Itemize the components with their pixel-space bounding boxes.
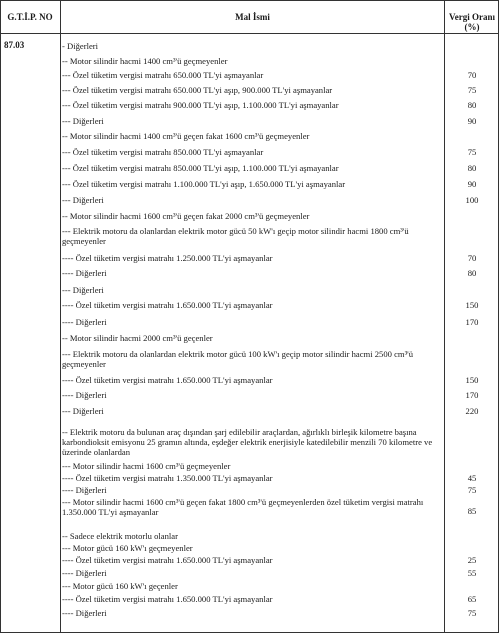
row-description: - Diğerleri [62,41,99,51]
header-rate [445,12,499,32]
header-name: Mal İsmi [235,12,270,22]
row-description: --- Özel tüketim vergisi matrahı 850.000 TL'yi aşmayanlar [62,147,264,157]
header-rate-line2: (%) [464,22,480,32]
row-description: --- Diğerleri [62,285,104,295]
row-description: --- Özel tüketim vergisi matrahı 1.100.000 TL'yi aşıp, 1.650.000 TL'yi aşmayanlar [62,179,346,189]
row-description: --- Özel tüketim vergisi matrahı 650.000 TL'yi aşmayanlar [62,70,264,80]
row-description: ---- Özel tüketim vergisi matrahı 1.650.000 TL'yi aşmayanlar [62,594,273,604]
row-description: ---- Özel tüketim vergisi matrahı 1.650.000 TL'yi aşmayanlar [62,300,273,310]
row-description: ---- Özel tüketim vergisi matrahı 1.250.000 TL'yi aşmayanlar [62,253,273,263]
row-description: ---- Diğerleri [62,485,107,495]
header-rate-line1: Vergi Oranı [449,12,495,22]
row-description: ---- Özel tüketim vergisi matrahı 1.650.000 TL'yi aşmayanlar [62,555,273,565]
row-description: ---- Diğerleri [62,568,107,578]
row-description: ---- Diğerleri [62,390,107,400]
row-description: -- Motor silindir hacmi 2000 cm³'ü geçenler [62,333,213,343]
column-divider-code [60,0,61,633]
row-description: --- Motor gücü 160 kW'ı geçmeyenler [62,543,193,553]
row-rate: 75 [467,147,477,157]
table-border-left [0,0,1,633]
row-description: --- Motor silindir hacmi 1600 cm³'ü geçmeyenler [62,461,231,471]
row-description: --- Özel tüketim vergisi matrahı 900.000 TL'yi aşıp, 1.100.000 TL'yi aşmayanlar [62,100,339,110]
table-border-top [0,0,499,1]
row-rate: 75 [467,85,477,95]
row-rate: 65 [467,594,477,604]
row-description: --- Özel tüketim vergisi matrahı 850.000 TL'yi aşıp, 1.100.000 TL'yi aşmayanlar [62,163,339,173]
row-description: --- Motor gücü 160 kW'ı geçenler [62,581,178,591]
row-rate: 45 [467,473,477,483]
row-rate: 90 [467,179,477,189]
row-rate: 25 [467,555,477,565]
row-description: -- Motor silindir hacmi 1400 cm³'ü geçmeyenler [62,56,228,66]
row-description: --- Özel tüketim vergisi matrahı 650.000 TL'yi aşıp, 900.000 TL'yi aşmayanlar [62,85,333,95]
row-description: --- Elektrik motoru da olanlardan elektrik motor gücü 100 kW'ı geçip motor silindir hacmi 2500 cm³'ü geçmeyenler [62,349,414,369]
row-description: -- Elektrik motoru da bulunan araç dışından şarj edilebilir araçlardan, ağırlıklı birleşik kilometre başına karbondioksit emisyonu 25 gramın altında, eşdeğer elektrik enerjisiyle katedilebilir menzili 70 kilometre ve üzerinde olanlardan [62,427,433,457]
header-code: G.T.İ.P. NO [7,12,53,22]
row-rate: 55 [467,568,477,578]
row-rate: 75 [467,485,477,495]
row-description: ---- Özel tüketim vergisi matrahı 1.650.000 TL'yi aşmayanlar [62,375,273,385]
row-rate: 75 [467,608,477,618]
row-rate: 150 [465,300,479,310]
row-rate: 80 [467,100,477,110]
gtip-code: 87.03 [4,40,25,50]
row-rate: 80 [467,268,477,278]
row-description: --- Diğerleri [62,116,104,126]
row-description: --- Diğerleri [62,406,104,416]
row-rate: 170 [465,390,479,400]
row-rate: 70 [467,253,477,263]
row-rate: 70 [467,70,477,80]
row-rate: 100 [465,195,479,205]
row-rate: 170 [465,317,479,327]
header-divider [0,33,499,34]
row-description: -- Motor silindir hacmi 1600 cm³'ü geçen fakat 2000 cm³'ü geçmeyenler [62,211,310,221]
row-rate: 220 [465,406,479,416]
row-description: -- Sadece elektrik motorlu olanlar [62,531,178,541]
row-description: ---- Özel tüketim vergisi matrahı 1.350.000 TL'yi aşmayanlar [62,473,273,483]
row-description: --- Elektrik motoru da olanlardan elektrik motor gücü 50 kW'ı geçip motor silindir hacmi 1800 cm³'ü geçmeyenler [62,226,409,246]
row-description: ---- Diğerleri [62,317,107,327]
row-description: ---- Diğerleri [62,608,107,618]
row-rate: 85 [467,506,477,516]
row-rate: 150 [465,375,479,385]
row-rate: 90 [467,116,477,126]
row-description: --- Diğerleri [62,195,104,205]
row-description: -- Motor silindir hacmi 1400 cm³'ü geçen fakat 1600 cm³'ü geçmeyenler [62,131,310,141]
row-description: --- Motor silindir hacmi 1600 cm³'ü geçen fakat 1800 cm³'ü geçmeyenlerden özel tüketim vergisi matrahı 1.350.000 TL'yi aşmayanlar [62,497,424,517]
row-description: ---- Diğerleri [62,268,107,278]
row-rate: 80 [467,163,477,173]
